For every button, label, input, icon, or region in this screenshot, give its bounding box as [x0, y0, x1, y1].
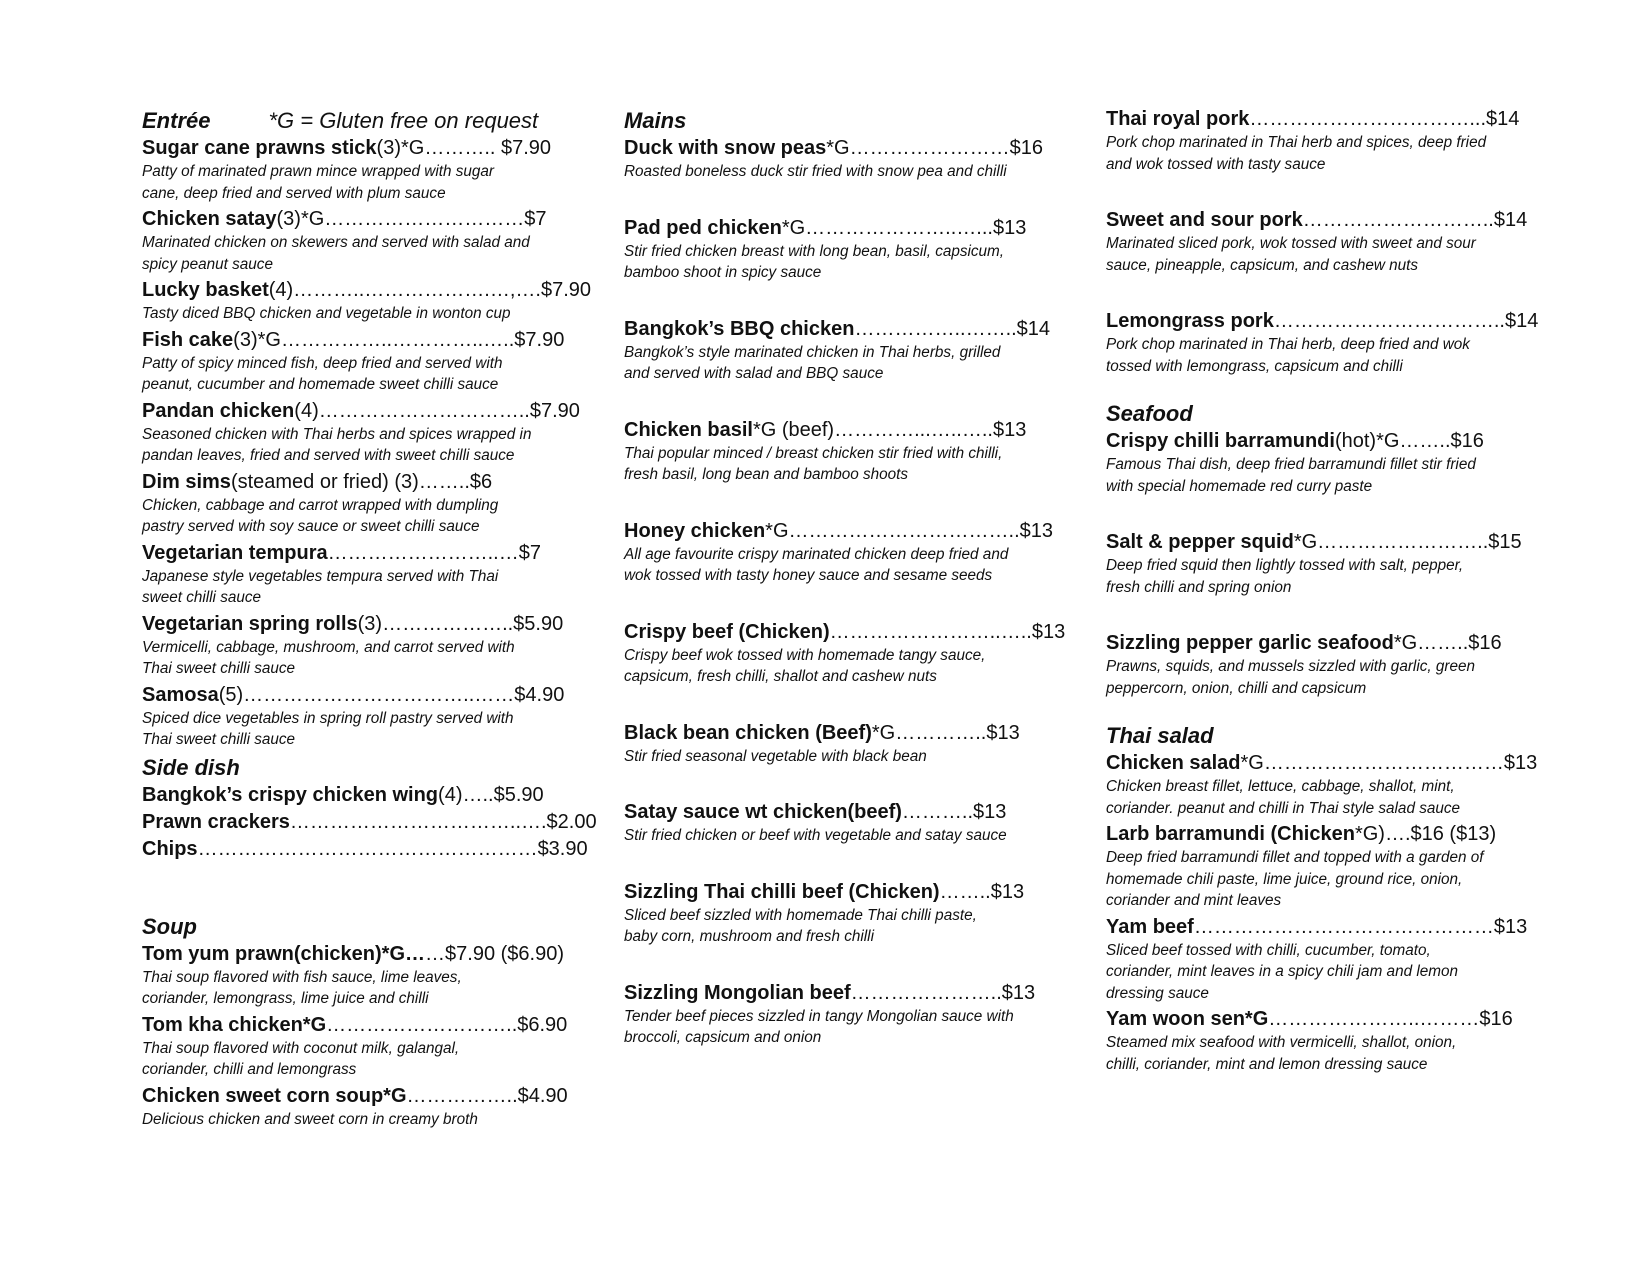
menu-item-name: Tom kha chicken*G — [142, 1013, 327, 1036]
menu-item-name-line — [1106, 914, 1536, 940]
menu-item-description: Prawns, squids, and mussels sizzled with garlic, green — [1106, 658, 1475, 675]
menu-item-name-line — [624, 879, 1054, 905]
menu-item-name-line — [624, 135, 1054, 161]
menu-item-description: peanut, cucumber and homemade sweet chilli sauce — [142, 376, 499, 393]
menu-item-price: (4)…..$5.90 — [438, 783, 544, 806]
menu-item-name: Bangkok’s BBQ chicken — [624, 317, 855, 340]
menu-item-description: Thai soup flavored with fish sauce, lime leaves, — [142, 968, 462, 986]
menu-column-3 — [1106, 106, 1539, 1075]
menu-item-description: coriander, lemongrass, lime juice and chilli — [142, 990, 429, 1007]
menu-item-price: ……………………………..….$2.00 — [289, 810, 597, 833]
menu-item-description: Pork chop marinated in Thai herb, deep fried and wok — [1106, 336, 1470, 353]
menu-item — [142, 469, 562, 538]
menu-item — [1106, 750, 1536, 819]
menu-item-description: Crispy beef wok tossed with homemade tangy sauce, — [624, 646, 986, 664]
menu-item-name: Vegetarian spring rolls — [142, 612, 358, 635]
menu-item-name: Sugar cane prawns stick — [142, 137, 377, 159]
menu-item-name-line — [1106, 207, 1536, 233]
menu-item-description: Steamed mix seafood with vermicelli, shallot, onion, — [1106, 1034, 1457, 1051]
menu-item-name-line — [1106, 821, 1536, 847]
menu-item-name-line — [142, 135, 562, 161]
menu-item-name-line — [624, 799, 1054, 825]
menu-item-description: Patty of spicy minced fish, deep fried and served with — [142, 354, 503, 372]
menu-item-price: (hot)*G……..$16 — [1334, 430, 1484, 452]
menu-item — [624, 417, 1054, 486]
menu-item-name-line — [1106, 529, 1536, 555]
menu-item-name: Sizzling Mongolian beef — [624, 981, 851, 1004]
menu-item-description: bamboo shoot in spicy sauce — [624, 264, 822, 281]
menu-item-description: coriander, mint leaves in a spicy chili jam and lemon — [1106, 963, 1458, 980]
menu-item-name-line — [142, 1012, 568, 1038]
menu-item-price: *G……………………………..$13 — [765, 519, 1053, 542]
menu-item-name-line — [1106, 1006, 1536, 1032]
menu-item-name: Vegetarian tempura — [142, 541, 328, 564]
menu-item-price: ………………………..$6.90 — [326, 1013, 568, 1036]
menu-item-price: ……………………………...$14 — [1249, 108, 1520, 130]
menu-item-description: tossed with lemongrass, capsicum and chilli — [1106, 357, 1403, 375]
menu-item — [1106, 428, 1536, 497]
menu-item-description: Sliced beef tossed with chilli, cucumber, tomato, — [1106, 941, 1431, 959]
menu-item-name-line — [142, 277, 592, 303]
menu-item — [142, 327, 565, 396]
menu-item-description: Marinated sliced pork, wok tossed with sweet and sour — [1106, 235, 1476, 252]
menu-item-description: Stir fried chicken or beef with vegetable and satay sauce — [624, 827, 1007, 844]
menu-item-price: *G………………………………$13 — [1240, 752, 1538, 774]
menu-item-price: …$7.90 ($6.90) — [425, 942, 564, 965]
soup-heading: Soup — [142, 913, 197, 939]
menu-item-description: Stir fried chicken breast with long bean, basil, capsicum, — [624, 242, 1005, 260]
menu-item-name: Sizzling pepper garlic seafood — [1106, 632, 1394, 654]
menu-item-name: Pad ped chicken — [624, 216, 782, 239]
menu-item-name: Chicken basil — [624, 418, 753, 441]
menu-item — [142, 809, 597, 835]
menu-item — [1106, 106, 1536, 175]
menu-item — [142, 836, 588, 862]
menu-item-price: *G……………………$16 — [826, 137, 1043, 159]
menu-item-description: wok tossed with tasty honey sauce and sesame seeds — [624, 567, 993, 584]
menu-item-description: baby corn, mushroom and fresh chilli — [624, 928, 874, 945]
menu-item-name-line — [624, 980, 1054, 1006]
menu-item — [1106, 914, 1536, 1005]
menu-item — [624, 619, 1066, 688]
thai-salad-heading: Thai salad — [1106, 723, 1214, 748]
entree-list — [142, 135, 592, 753]
menu-item-description: chilli, coriander, mint and lemon dressing sauce — [1106, 1055, 1428, 1073]
menu-item-name-line — [142, 836, 588, 862]
menu-item-price: (3)*G…………………………$7 — [276, 208, 547, 230]
menu-item-name-line — [142, 782, 562, 808]
menu-item-name: Sizzling Thai chilli beef (Chicken) — [624, 880, 940, 903]
thai-salad-list — [1106, 750, 1536, 1075]
menu-item-price: ……………………..…..$13 — [829, 620, 1066, 643]
menu-item-description: Chicken breast fillet, lettuce, cabbage, shallot, mint, — [1106, 778, 1455, 795]
menu-item-description: coriander, chilli and lemongrass — [142, 1061, 357, 1078]
menu-item-price: *G (beef)…………...…..…..$13 — [752, 418, 1027, 441]
menu-item-price: ……………..……..$14 — [854, 317, 1051, 340]
menu-item — [142, 398, 580, 467]
menu-item-name-line — [142, 327, 565, 353]
menu-item-description: fresh basil, long bean and bamboo shoots — [624, 466, 909, 483]
seafood-heading: Seafood — [1106, 401, 1193, 426]
menu-item-price: ………………………………………$13 — [1193, 915, 1528, 938]
menu-item-description: sweet chilli sauce — [142, 589, 262, 606]
menu-item-price: *G……..$16 — [1393, 632, 1502, 654]
menu-item-name-line — [142, 611, 562, 637]
menu-item — [142, 277, 592, 325]
menu-item-price: *G)….$16 ($13) — [1354, 823, 1497, 845]
menu-item-name-line — [1106, 308, 1539, 334]
menu-item — [624, 135, 1054, 183]
menu-item-price: (5)……………………………..……$4.90 — [218, 683, 565, 706]
menu-item-name-line — [624, 720, 1054, 746]
menu-item-description: Patty of marinated prawn mince wrapped with sugar — [142, 163, 495, 180]
menu-item-name: Lemongrass pork — [1106, 310, 1274, 332]
menu-item-name-line — [1106, 750, 1536, 776]
menu-item-name-line — [142, 398, 580, 424]
menu-item-description: Thai sweet chilli sauce — [142, 731, 296, 748]
menu-item-description: Chicken, cabbage and carrot wrapped with dumpling — [142, 496, 499, 514]
menu-item-price: (steamed or fried) (3)……..$6 — [230, 470, 493, 493]
menu-item-name-line — [1106, 106, 1536, 132]
menu-item — [1106, 207, 1536, 276]
menu-item-price: ………………………..$14 — [1302, 209, 1528, 231]
menu-item-name: Chips — [142, 837, 198, 860]
menu-item-name-line — [142, 206, 562, 232]
menu-item — [1106, 308, 1539, 377]
menu-item-description: Roasted boneless duck stir fried with snow pea and chilli — [624, 163, 1007, 180]
menu-item-description: Vermicelli, cabbage, mushroom, and carrot served with — [142, 638, 515, 656]
menu-item-name-line — [624, 619, 1066, 645]
menu-item-name-line — [624, 417, 1054, 443]
menu-item-name: Dim sims — [142, 470, 231, 493]
menu-item-name-line — [142, 540, 562, 566]
menu-item-price: (4)…………………………..$7.90 — [294, 399, 580, 422]
menu-item-description: Pork chop marinated in Thai herb and spices, deep fried — [1106, 134, 1487, 151]
menu-item-description: and wok tossed with tasty sauce — [1106, 155, 1326, 173]
menu-item — [142, 682, 565, 751]
menu-item-description: coriander and mint leaves — [1106, 892, 1282, 909]
menu-item-description: fresh chilli and spring onion — [1106, 578, 1292, 596]
menu-item-price: (3)………………..$5.90 — [357, 612, 564, 635]
menu-item — [142, 206, 562, 275]
menu-item-name: Yam beef — [1106, 915, 1194, 938]
menu-item-price: ……………………..…$7 — [327, 541, 541, 564]
menu-item-name-line — [624, 518, 1054, 544]
menu-item — [624, 799, 1054, 847]
menu-item-price: (3)*G……………..…………..…..$7.90 — [233, 328, 565, 351]
menu-item — [142, 1083, 568, 1131]
mains-heading: Mains — [624, 108, 687, 133]
menu-item — [624, 980, 1054, 1049]
menu-item-description: Stir fried seasonal vegetable with black bean — [624, 747, 927, 765]
menu-item — [142, 941, 562, 1010]
menu-item-description: Deep fried barramundi fillet and topped with a garden of — [1106, 849, 1484, 866]
pork-list — [1106, 106, 1539, 399]
menu-item-price: ……..$13 — [939, 880, 1025, 903]
menu-item-price: …………………..………$16 — [1268, 1008, 1513, 1030]
menu-item-description: Marinated chicken on skewers and served with salad and — [142, 234, 530, 251]
menu-item-description: pastry served with soy sauce or sweet chilli sauce — [142, 518, 480, 535]
menu-item-price: *G…………..$13 — [871, 721, 1020, 744]
menu-item-description: All age favourite crispy marinated chicken deep fried and — [624, 545, 1009, 563]
menu-item-description: Japanese style vegetables tempura served with Thai — [142, 567, 499, 585]
menu-item-description: Seasoned chicken with Thai herbs and spices wrapped in — [142, 425, 532, 443]
menu-item-name: Chicken sweet corn soup*G — [142, 1084, 407, 1107]
menu-item-description: Bangkok’s style marinated chicken in Thai herbs, grilled — [624, 343, 1001, 361]
menu-item-description: Thai popular minced / breast chicken stir fried with chilli, — [624, 444, 1003, 462]
menu-item-description: spicy peanut sauce — [142, 255, 273, 273]
menu-item-name-line — [142, 1083, 568, 1109]
menu-item-name: Yam woon sen*G — [1106, 1008, 1269, 1030]
menu-item-description: coriander. peanut and chilli in Thai style salad sauce — [1106, 799, 1461, 817]
menu-item-name: Honey chicken — [624, 519, 766, 542]
menu-column-1 — [142, 106, 597, 1130]
menu-item — [624, 720, 1054, 768]
menu-item-price: …………………..$13 — [850, 981, 1036, 1004]
menu-item — [142, 540, 562, 609]
menu-item-name-line — [142, 682, 565, 708]
menu-item-name-line — [142, 941, 562, 967]
menu-item-price: ……………………………..$14 — [1273, 310, 1539, 332]
menu-item-description: Tasty diced BBQ chicken and vegetable in wonton cup — [142, 305, 511, 322]
seafood-list — [1106, 428, 1536, 721]
menu-item-description: capsicum, fresh chilli, shallot and cashew nuts — [624, 668, 937, 685]
side-dish-list — [142, 782, 597, 882]
menu-item-description: Tender beef pieces sizzled in tangy Mongolian sauce with — [624, 1007, 1014, 1025]
menu-item-description: cane, deep fried and served with plum sauce — [142, 184, 446, 202]
entree-heading — [142, 106, 562, 135]
gluten-free-note: *G = Gluten free on request — [268, 108, 539, 133]
menu-item — [1106, 1006, 1536, 1075]
menu-item-name: Salt & pepper squid — [1106, 531, 1294, 553]
menu-item-description: Thai sweet chilli sauce — [142, 660, 296, 677]
menu-item — [142, 611, 562, 680]
menu-item-price: (3)*G……….. $7.90 — [376, 137, 552, 159]
menu-item-name: Larb barramundi (Chicken — [1106, 823, 1355, 845]
menu-item — [1106, 821, 1536, 912]
menu-item-name: Black bean chicken (Beef) — [624, 721, 872, 744]
soup-list — [142, 941, 568, 1131]
menu-item — [624, 879, 1054, 948]
menu-item-price: *G……………………..$15 — [1293, 531, 1522, 553]
mains-list — [624, 135, 1066, 1049]
menu-item-description: Spiced dice vegetables in spring roll pastry served with — [142, 709, 514, 727]
menu-item-name: Chicken satay — [142, 208, 277, 230]
menu-item-description: Thai soup flavored with coconut milk, galangal, — [142, 1039, 460, 1057]
menu-item — [142, 135, 562, 204]
menu-item-name: Tom yum prawn(chicken)*G… — [142, 942, 426, 965]
menu-item-name: Chicken salad — [1106, 752, 1241, 774]
menu-item — [1106, 529, 1536, 598]
menu-item-name: Sweet and sour pork — [1106, 209, 1303, 231]
menu-item-description: and served with salad and BBQ sauce — [624, 365, 884, 382]
menu-item — [624, 215, 1054, 284]
menu-item-description: pandan leaves, fried and served with sweet chilli sauce — [142, 447, 515, 464]
menu-item-name: Satay sauce wt chicken(beef) — [624, 801, 902, 823]
menu-item-name-line — [624, 316, 1054, 342]
menu-item-name-line — [624, 215, 1054, 241]
menu-item-description: Delicious chicken and sweet corn in creamy broth — [142, 1110, 478, 1128]
menu-item-price: *G…………………..…...$13 — [781, 216, 1027, 239]
menu-item-price: ……………..$4.90 — [406, 1084, 568, 1107]
menu-item — [624, 316, 1054, 385]
menu-item-price: (4)………..……………….…,….$7.90 — [268, 279, 592, 301]
menu-item-name: Prawn crackers — [142, 810, 290, 833]
menu-item-name: Pandan chicken — [142, 399, 295, 422]
menu-item-name-line — [142, 469, 562, 495]
menu-item-name: Duck with snow peas — [624, 137, 827, 159]
menu-item-name: Fish cake — [142, 328, 234, 351]
menu-item-description: peppercorn, onion, chilli and capsicum — [1106, 679, 1367, 697]
entree-title: Entrée — [142, 108, 211, 133]
menu-item-description: broccoli, capsicum and onion — [624, 1029, 822, 1046]
side-dish-heading: Side dish — [142, 754, 240, 780]
menu-item — [142, 782, 562, 808]
menu-item — [142, 1012, 568, 1081]
menu-item-name-line — [142, 809, 597, 835]
menu-item — [624, 518, 1054, 587]
menu-item-description: dressing sauce — [1106, 984, 1209, 1002]
menu-item-name: Crispy beef (Chicken) — [624, 620, 830, 643]
menu-item-name: Lucky basket — [142, 279, 269, 301]
menu-item-name: Thai royal pork — [1106, 108, 1250, 130]
menu-item-name: Samosa — [142, 683, 219, 706]
menu-item-description: Deep fried squid then lightly tossed with salt, pepper, — [1106, 557, 1464, 574]
menu-item-description: Famous Thai dish, deep fried barramundi fillet stir fried — [1106, 456, 1476, 473]
menu-item-price: ……………………………………………$3.90 — [197, 837, 588, 860]
menu-item-name: Bangkok’s crispy chicken wing — [142, 783, 439, 806]
menu-item-name-line — [1106, 428, 1536, 454]
menu-item-description: homemade chili paste, lime juice, ground rice, onion, — [1106, 870, 1463, 888]
menu-item-name-line — [1106, 630, 1536, 656]
menu-column-2 — [624, 106, 1066, 1049]
menu-item-description: with special homemade red curry paste — [1106, 477, 1373, 495]
menu-item-description: sauce, pineapple, capsicum, and cashew nuts — [1106, 256, 1419, 274]
menu-item-name: Crispy chilli barramundi — [1106, 430, 1335, 452]
menu-item — [1106, 630, 1536, 699]
menu-item-price: ………..$13 — [901, 801, 1007, 823]
menu-item-description: Sliced beef sizzled with homemade Thai chilli paste, — [624, 906, 977, 924]
